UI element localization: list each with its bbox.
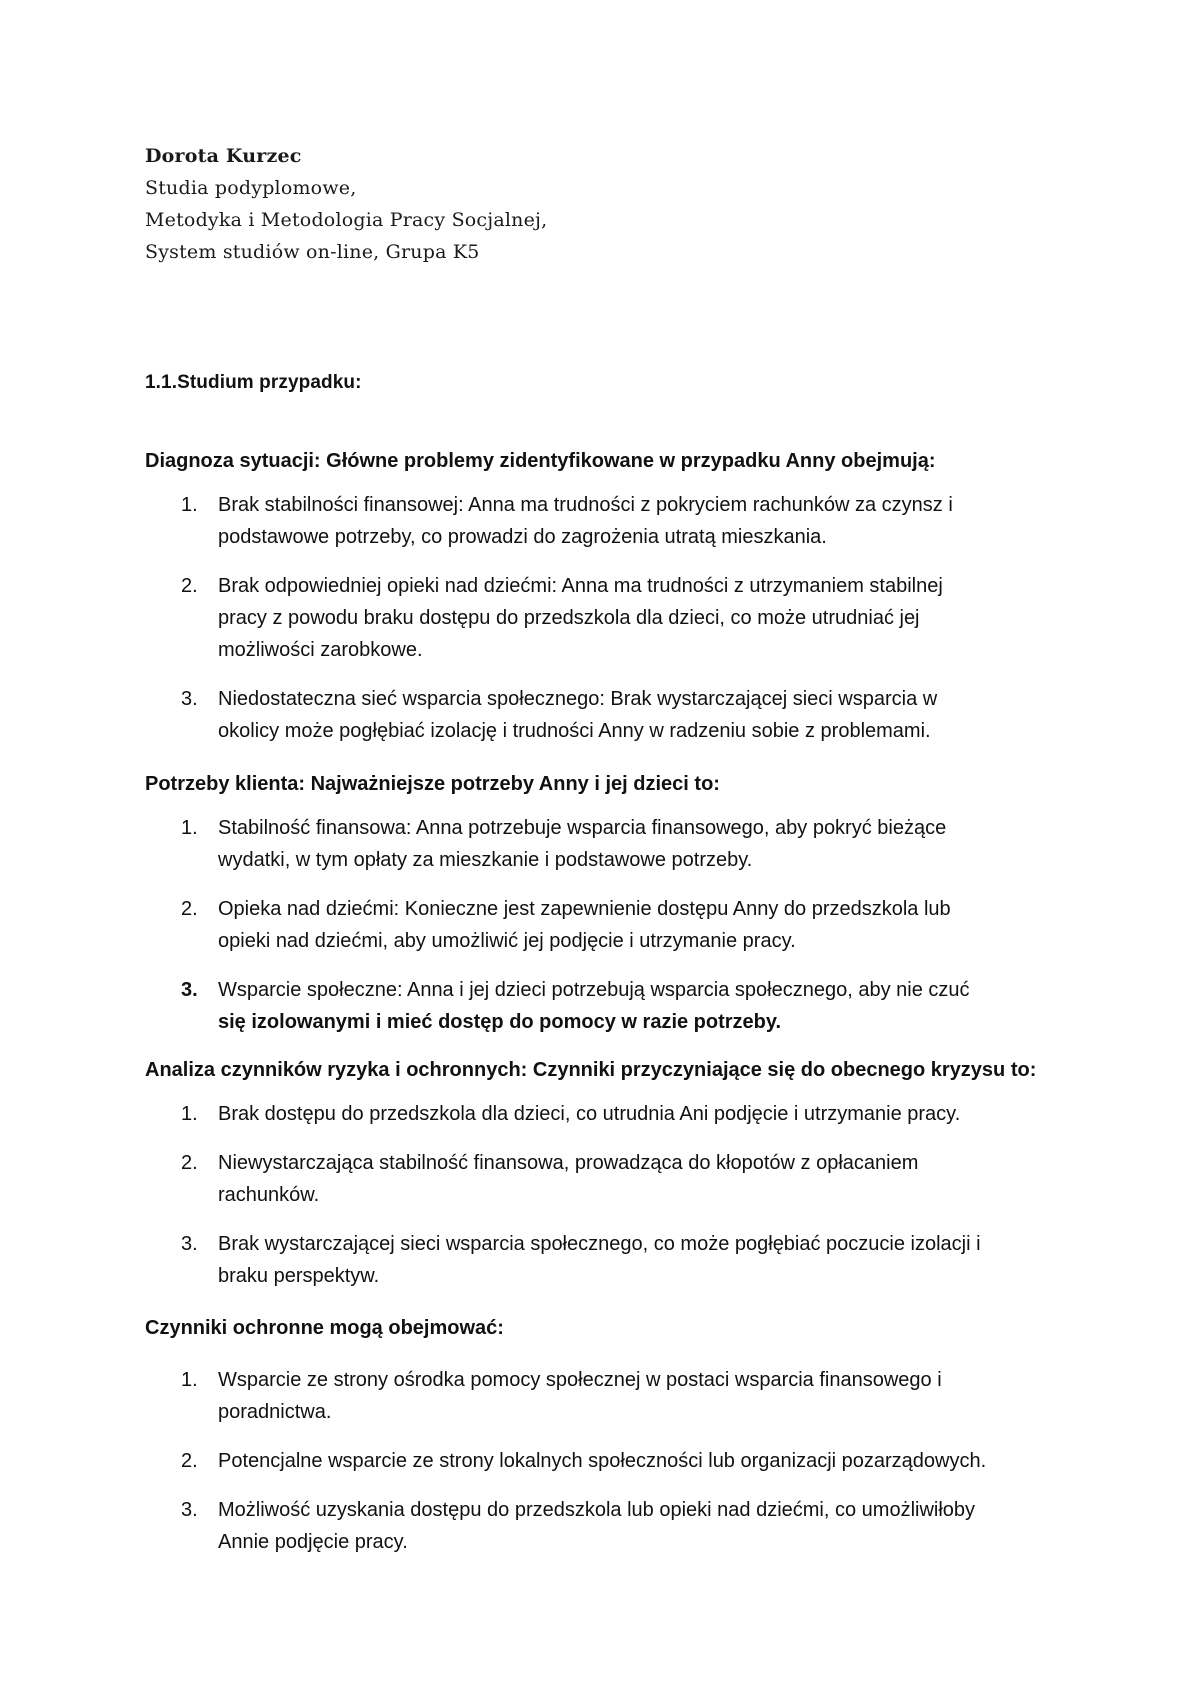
list-item-text-line: się izolowanymi i mieć dostęp do pomocy w razie potrzeby. (218, 1011, 782, 1033)
list-item-number: 3. (181, 979, 198, 1001)
list-item-text-line: możliwości zarobkowe. (218, 639, 423, 661)
list-item-number: 2. (181, 1152, 198, 1174)
list-item-text-line: poradnictwa. (218, 1401, 332, 1423)
list-item-number: 1. (181, 494, 198, 516)
list-item (145, 1228, 1065, 1292)
list-item-text-line: okolicy może pogłębiać izolację i trudności Anny w radzeniu sobie z problemami. (218, 720, 931, 742)
list-item (145, 1445, 1065, 1477)
list-item-number: 2. (181, 1450, 198, 1472)
risk-analysis-section (145, 1056, 1065, 1292)
list-item (145, 570, 1065, 666)
list-item-text-line: Brak wystarczającej sieci wsparcia społecznego, co może pogłębiać poczucie izolacji i (218, 1233, 981, 1255)
list-item (145, 1098, 1065, 1130)
protective-list (145, 1364, 1065, 1558)
list-item-text-line: wydatki, w tym opłaty za mieszkanie i podstawowe potrzeby. (218, 849, 753, 871)
needs-heading: Potrzeby klienta: Najważniejsze potrzeby Anny i jej dzieci to: (145, 773, 720, 795)
list-item-number: 3. (181, 1499, 198, 1521)
diagnosis-list (145, 489, 1065, 747)
protective-factors-heading: Czynniki ochronne mogą obejmować: (145, 1317, 504, 1339)
author-header (145, 140, 547, 268)
list-item-text-line: pracy z powodu braku dostępu do przedszkola dla dzieci, co może utrudniać jej (218, 607, 920, 629)
list-item-text-line: Brak dostępu do przedszkola dla dzieci, co utrudnia Ani podjęcie i utrzymanie pracy. (218, 1103, 961, 1125)
list-item-text-line: braku perspektyw. (218, 1265, 380, 1287)
list-item-text-line: Niewystarczająca stabilność finansowa, prowadząca do kłopotów z opłacaniem (218, 1152, 919, 1174)
protective-factors-section (145, 1314, 1065, 1558)
list-item (145, 1147, 1065, 1211)
list-item-text-line: Niedostateczna sieć wsparcia społecznego: Brak wystarczającej sieci wsparcia w (218, 688, 938, 710)
list-item-number: 1. (181, 817, 198, 839)
list-item-text-line: Annie podjęcie pracy. (218, 1531, 408, 1553)
header-line-system: System studiów on-line, Grupa K5 (145, 241, 480, 263)
list-item (145, 812, 1065, 876)
list-item-number: 2. (181, 575, 198, 597)
list-item-text-line: Możliwość uzyskania dostępu do przedszkola lub opieki nad dziećmi, co umożliwiłoby (218, 1499, 976, 1521)
header-line-program: Studia podyplomowe, (145, 177, 357, 199)
list-item (145, 974, 1065, 1038)
risk-list (145, 1098, 1065, 1292)
header-line-course: Metodyka i Metodologia Pracy Socjalnej, (145, 209, 548, 231)
list-item-text-line: Wsparcie społeczne: Anna i jej dzieci potrzebują wsparcia społecznego, aby nie czuć (218, 979, 970, 1001)
list-item (145, 1364, 1065, 1428)
list-item (145, 683, 1065, 747)
list-item-number: 3. (181, 1233, 198, 1255)
list-item (145, 489, 1065, 553)
needs-section (145, 770, 1065, 1038)
list-item-text-line: Opieka nad dziećmi: Konieczne jest zapewnienie dostępu Anny do przedszkola lub (218, 898, 951, 920)
risk-analysis-heading: Analiza czynników ryzyka i ochronnych: Czynniki przyczyniające się do obecnego kryzysu to: (145, 1059, 1037, 1081)
needs-list (145, 812, 1065, 1038)
list-item-number: 3. (181, 688, 198, 710)
list-item (145, 1494, 1065, 1558)
list-item-text-line: opieki nad dziećmi, aby umożliwić jej podjęcie i utrzymanie pracy. (218, 930, 796, 952)
list-item-text-line: Potencjalne wsparcie ze strony lokalnych społeczności lub organizacji pozarządowych. (218, 1450, 987, 1472)
list-item-number: 2. (181, 898, 198, 920)
list-item-text-line: Brak stabilności finansowej: Anna ma trudności z pokryciem rachunków za czynsz i (218, 494, 953, 516)
list-item-text-line: Stabilność finansowa: Anna potrzebuje wsparcia finansowego, aby pokryć bieżące (218, 817, 947, 839)
list-item-number: 1. (181, 1369, 198, 1391)
case-study-title: 1.1.Studium przypadku: (145, 372, 362, 393)
diagnosis-section (145, 447, 1065, 747)
list-item-text-line: Wsparcie ze strony ośrodka pomocy społecznej w postaci wsparcia finansowego i (218, 1369, 942, 1391)
list-item-text-line: podstawowe potrzeby, co prowadzi do zagrożenia utratą mieszkania. (218, 526, 827, 548)
list-item-text-line: Brak odpowiedniej opieki nad dziećmi: Anna ma trudności z utrzymaniem stabilnej (218, 575, 943, 597)
author-name: Dorota Kurzec (145, 145, 302, 167)
diagnosis-heading: Diagnoza sytuacji: Główne problemy zidentyfikowane w przypadku Anny obejmują: (145, 450, 936, 472)
list-item-text-line: rachunków. (218, 1184, 320, 1206)
list-item-number: 1. (181, 1103, 198, 1125)
list-item (145, 893, 1065, 957)
